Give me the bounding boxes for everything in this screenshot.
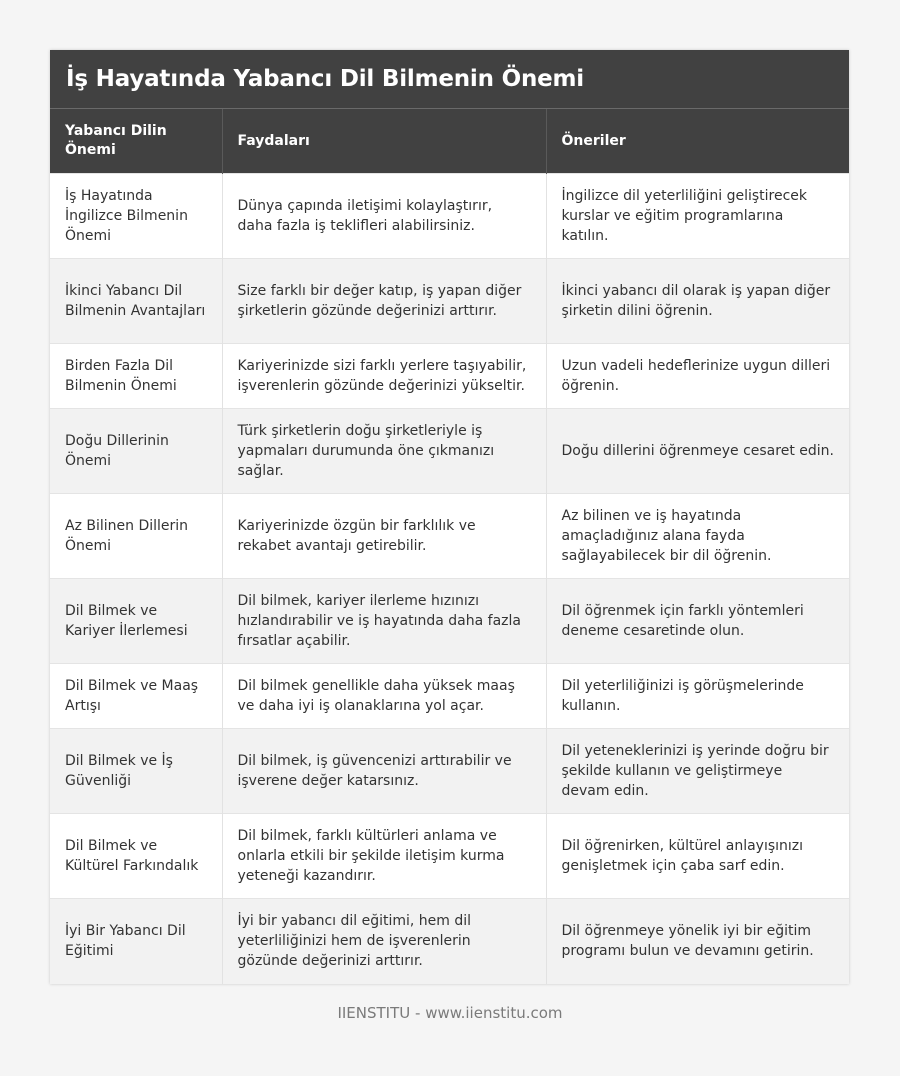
- cell-suggestions: İngilizce dil yeterliliğini geliştirecek kurslar ve eğitim programlarına katılın.: [546, 174, 849, 259]
- data-table: [50, 108, 849, 984]
- table-row: [50, 494, 849, 579]
- column-header-importance: Yabancı Dilin Önemi: [50, 109, 222, 174]
- cell-suggestions: Dil yeteneklerinizi iş yerinde doğru bir şekilde kullanın ve geliştirmeye devam edin.: [546, 729, 849, 814]
- cell-benefits: Kariyerinizde özgün bir farklılık ve rekabet avantajı getirebilir.: [222, 494, 546, 579]
- cell-benefits: İyi bir yabancı dil eğitimi, hem dil yeterliliğinizi hem de işverenlerin gözünde değerinizi arttırır.: [222, 899, 546, 984]
- footer-credit: IIENSTITU - www.iienstitu.com: [337, 1004, 563, 1022]
- cell-importance: Az Bilinen Dillerin Önemi: [50, 494, 222, 579]
- header-row: [50, 109, 849, 174]
- cell-suggestions: Uzun vadeli hedeflerinize uygun dilleri öğrenin.: [546, 344, 849, 409]
- cell-suggestions: Dil öğrenmek için farklı yöntemleri deneme cesaretinde olun.: [546, 579, 849, 664]
- table-card: [50, 50, 849, 984]
- table-row: [50, 259, 849, 344]
- table-title: İş Hayatında Yabancı Dil Bilmenin Önemi: [50, 50, 849, 108]
- cell-benefits: Dil bilmek, iş güvencenizi arttırabilir ve işverene değer katarsınız.: [222, 729, 546, 814]
- cell-benefits: Türk şirketlerin doğu şirketleriyle iş yapmaları durumunda öne çıkmanızı sağlar.: [222, 409, 546, 494]
- cell-benefits: Dil bilmek, kariyer ilerleme hızınızı hızlandırabilir ve iş hayatında daha fazla fırsatlar açabilir.: [222, 579, 546, 664]
- cell-suggestions: Dil öğrenirken, kültürel anlayışınızı genişletmek için çaba sarf edin.: [546, 814, 849, 899]
- cell-suggestions: Doğu dillerini öğrenmeye cesaret edin.: [546, 409, 849, 494]
- table-row: [50, 729, 849, 814]
- cell-importance: İyi Bir Yabancı Dil Eğitimi: [50, 899, 222, 984]
- cell-importance: Dil Bilmek ve İş Güvenliği: [50, 729, 222, 814]
- table-row: [50, 664, 849, 729]
- cell-suggestions: Dil öğrenmeye yönelik iyi bir eğitim programı bulun ve devamını getirin.: [546, 899, 849, 984]
- cell-benefits: Size farklı bir değer katıp, iş yapan diğer şirketlerin gözünde değerinizi arttırır.: [222, 259, 546, 344]
- cell-suggestions: Az bilinen ve iş hayatında amaçladığınız alana fayda sağlayabilecek bir dil öğrenin.: [546, 494, 849, 579]
- column-header-benefits: Faydaları: [222, 109, 546, 174]
- cell-importance: İkinci Yabancı Dil Bilmenin Avantajları: [50, 259, 222, 344]
- cell-benefits: Dil bilmek genellikle daha yüksek maaş ve daha iyi iş olanaklarına yol açar.: [222, 664, 546, 729]
- table-row: [50, 174, 849, 259]
- cell-importance: Doğu Dillerinin Önemi: [50, 409, 222, 494]
- cell-importance: Dil Bilmek ve Kariyer İlerlemesi: [50, 579, 222, 664]
- cell-benefits: Dil bilmek, farklı kültürleri anlama ve onlarla etkili bir şekilde iletişim kurma yeteneği kazandırır.: [222, 814, 546, 899]
- table-row: [50, 409, 849, 494]
- cell-importance: Dil Bilmek ve Maaş Artışı: [50, 664, 222, 729]
- column-header-suggestions: Öneriler: [546, 109, 849, 174]
- cell-benefits: Kariyerinizde sizi farklı yerlere taşıyabilir, işverenlerin gözünde değerinizi yükseltir.: [222, 344, 546, 409]
- cell-suggestions: Dil yeterliliğinizi iş görüşmelerinde kullanın.: [546, 664, 849, 729]
- table-row: [50, 344, 849, 409]
- cell-benefits: Dünya çapında iletişimi kolaylaştırır, daha fazla iş teklifleri alabilirsiniz.: [222, 174, 546, 259]
- table-row: [50, 579, 849, 664]
- cell-importance: Dil Bilmek ve Kültürel Farkındalık: [50, 814, 222, 899]
- cell-importance: İş Hayatında İngilizce Bilmenin Önemi: [50, 174, 222, 259]
- cell-suggestions: İkinci yabancı dil olarak iş yapan diğer şirketin dilini öğrenin.: [546, 259, 849, 344]
- table-row: [50, 814, 849, 899]
- cell-importance: Birden Fazla Dil Bilmenin Önemi: [50, 344, 222, 409]
- table-row: [50, 899, 849, 984]
